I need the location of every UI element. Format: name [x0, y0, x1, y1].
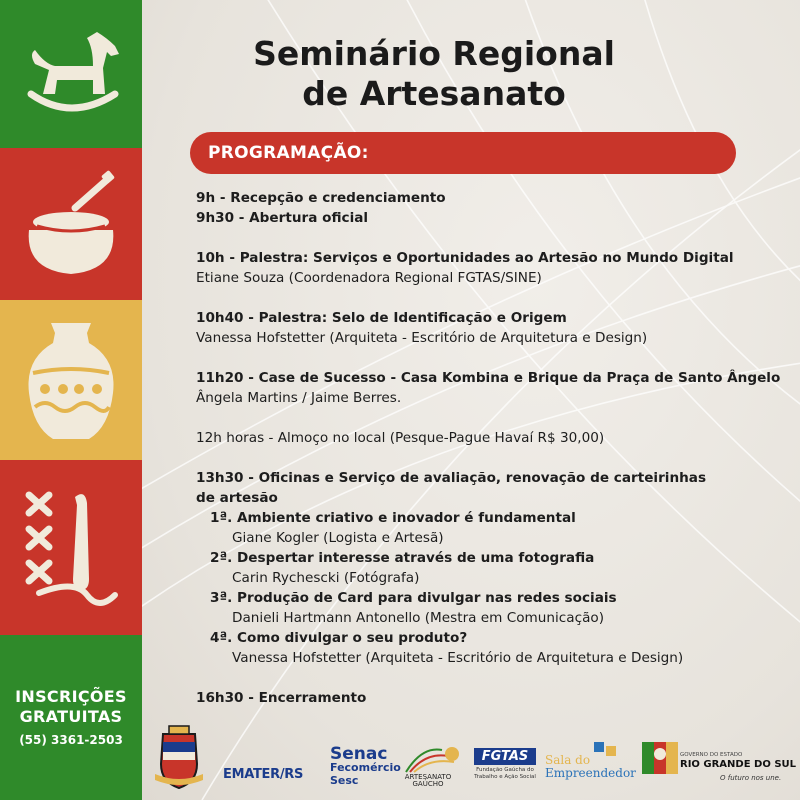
- page-title: [234, 34, 634, 114]
- workshop-speaker: Vanessa Hofstetter (Arquiteta - Escritório de Arquitetura e Design): [232, 650, 684, 666]
- workshop-speaker: Danieli Hartmann Antonello (Mestra em Comunicação): [232, 610, 605, 626]
- rgs-name: RIO GRANDE DO SUL: [680, 759, 797, 770]
- artesanato-gaucho-logo: [400, 774, 456, 788]
- clay-vase-icon: [21, 315, 121, 445]
- schedule-item: 12h horas - Almoço no local (Pesque-Pague Havaí R$ 30,00): [196, 430, 605, 446]
- schedule-item-title: 10h - Palestra: Serviços e Oportunidades ao Artesão no Mundo Digital: [196, 250, 734, 266]
- fgtas-sub: Fundação Gaúcha do Trabalho e Ação Social: [474, 767, 536, 780]
- schedule-item-speaker: Ângela Martins / Jaime Berres.: [196, 390, 402, 406]
- sidebar-band-red-stitch: [0, 460, 142, 635]
- sidebar-band-green: [0, 0, 142, 148]
- schedule: [196, 188, 792, 708]
- rgs-gov: GOVERNO DO ESTADO: [680, 752, 743, 758]
- artesanato-gaucho-icon: [402, 742, 462, 776]
- main-panel: [142, 0, 800, 800]
- title-line-2: de Artesanato: [302, 74, 566, 113]
- schedule-item-title: 10h40 - Palestra: Selo de Identificação e Origem: [196, 310, 567, 326]
- registration-line-2: GRATUITAS: [19, 707, 123, 726]
- schedule-item-title: 13h30 - Oficinas e Serviço de avaliação, renovação de carteirinhas de artesão: [196, 470, 707, 506]
- rgs-slogan: O futuro nos une.: [720, 774, 782, 782]
- rgs-governo-logo: [680, 750, 796, 783]
- workshop-title: 2ª. Despertar interesse através de uma fotografia: [210, 550, 595, 566]
- sala-empreendedor-logo: [545, 754, 636, 780]
- cross-stitch-needle-icon: [15, 483, 127, 613]
- schedule-item-title: 11h20 - Case de Sucesso - Casa Kombina e Brique da Praça de Santo Ângelo: [196, 370, 781, 386]
- artesanato-line-2: GAÚCHO: [412, 780, 444, 788]
- fgtas-logo: [474, 748, 536, 781]
- schedule-item-speaker: Etiane Souza (Coordenadora Regional FGTAS/SINE): [196, 270, 542, 286]
- fgtas-name: FGTAS: [474, 748, 536, 765]
- registration-line-1: INSCRIÇÕES: [15, 687, 127, 706]
- sala-line-2: Empreendedor: [545, 766, 636, 780]
- artesanato-line-1: ARTESANATO: [404, 773, 452, 781]
- title-line-1: Seminário Regional: [253, 34, 615, 73]
- rocking-horse-icon: [15, 24, 127, 124]
- sidebar-band-registration: [0, 635, 142, 800]
- section-banner: PROGRAMAÇÃO:: [190, 132, 736, 174]
- workshop-speaker: Carin Rychescki (Fotógrafa): [232, 570, 420, 586]
- workshop-title: 3ª. Produção de Card para divulgar nas redes sociais: [210, 590, 617, 606]
- schedule-item-speaker: Vanessa Hofstetter (Arquiteta - Escritório de Arquitetura e Design): [196, 330, 648, 346]
- sala-line-1: Sala do: [545, 753, 591, 767]
- municipal-crest-icon: [153, 724, 205, 790]
- chimarrao-gourd-icon: [15, 164, 127, 284]
- senac-sub-2: Sesc: [330, 774, 359, 787]
- emater-logo: EMATER/RS: [223, 767, 304, 782]
- sidebar-band-red: [0, 148, 142, 300]
- registration-phone: (55) 3361-2503: [19, 733, 123, 747]
- sidebar-band-yellow: [0, 300, 142, 460]
- schedule-item: 9h30 - Abertura oficial: [196, 210, 369, 226]
- senac-logo: [330, 744, 401, 787]
- senac-sub-1: Fecomércio: [330, 761, 401, 774]
- workshop-speaker: Giane Kogler (Logista e Artesã): [232, 530, 444, 546]
- sala-puzzle-icon: [592, 740, 620, 762]
- workshop-title: 1ª. Ambiente criativo e inovador é fundamental: [210, 510, 576, 526]
- workshop-title: 4ª. Como divulgar o seu produto?: [210, 630, 468, 646]
- schedule-item: 9h - Recepção e credenciamento: [196, 190, 446, 206]
- senac-name: Senac: [330, 744, 388, 764]
- sidebar: [0, 0, 142, 800]
- rgs-governo-icon: [640, 738, 680, 778]
- schedule-item: 16h30 - Encerramento: [196, 690, 367, 706]
